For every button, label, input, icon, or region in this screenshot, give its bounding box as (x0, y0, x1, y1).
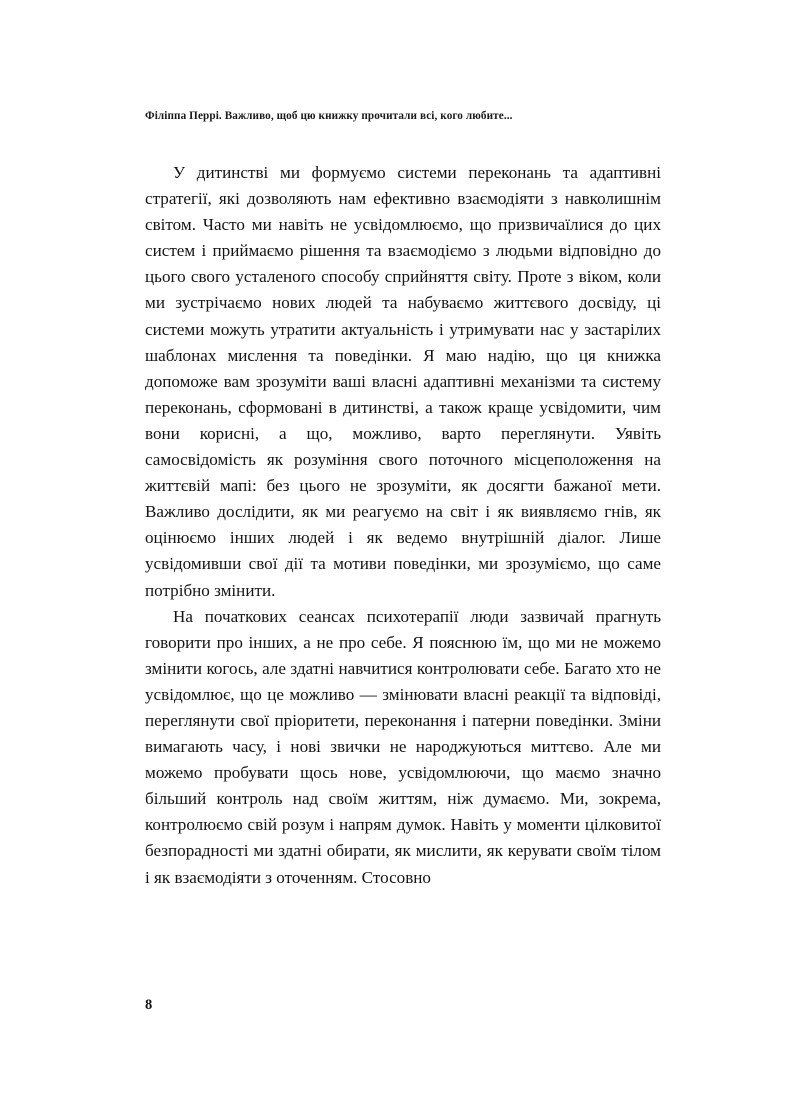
running-head: Філіппа Перрі. Важливо, щоб цю книжку прочитали всі, кого любите... (145, 110, 513, 122)
body-text-block (145, 160, 661, 891)
paragraph-2: На початкових сеансах психотерапії люди зазвичай прагнуть говорити про інших, а не про себе. Я пояснюю їм, що ми не можемо змінити когось, але здатні навчитися контролювати себе. Багато хто не усвідомлює, що це можливо — змінювати власні реакції та відповіді, переглянути свої пріоритети, переконання і патерни поведінки. Зміни вимагають часу, і нові звички не народжуються миттєво. Але ми можемо пробувати щось нове, усвідомлюючи, що маємо значно більший контроль над своїм життям, ніж думаємо. Ми, зокрема, контролюємо свій розум і напрям думок. Навіть у моменти цілковитої безпорадності ми здатні обирати, як мислити, як керувати своїм тілом і як взаємодіяти з оточенням. Стосовно (145, 606, 661, 887)
paragraph-1: У дитинстві ми формуємо системи переконань та адаптивні стратегії, які дозволяють нам ефективно взаємодіяти з навколишнім світом. Часто ми навіть не усвідомлюємо, що призвичаїлися до цих систем і приймаємо рішення та взаємодіємо з людьми відповідно до цього свого усталеного способу сприйняття світу. Проте з віком, коли ми зустрічаємо нових людей та набуваємо життєвого досвіду, ці системи можуть утратити актуальність і утримувати нас у застарілих шаблонах мислення та поведінки. Я маю надію, що ця книжка допоможе вам зрозуміти ваші власні адаптивні механізми та систему переконань, сформовані в дитинстві, а також краще усвідомити, чим вони корисні, а що, можливо, варто переглянути. Уявіть самосвідомість як розуміння свого поточного місцеположення на життєвій мапі: без цього не зрозуміти, як досягти бажаної мети. Важливо дослідити, як ми реагуємо на світ і як виявляємо гнів, як оцінюємо інших людей і як ведемо внутрішній діалог. Лише усвідомивши свої дії та мотиви поведінки, ми зрозуміємо, що саме потрібно змінити. (145, 163, 661, 600)
page-number: 8 (145, 997, 153, 1013)
